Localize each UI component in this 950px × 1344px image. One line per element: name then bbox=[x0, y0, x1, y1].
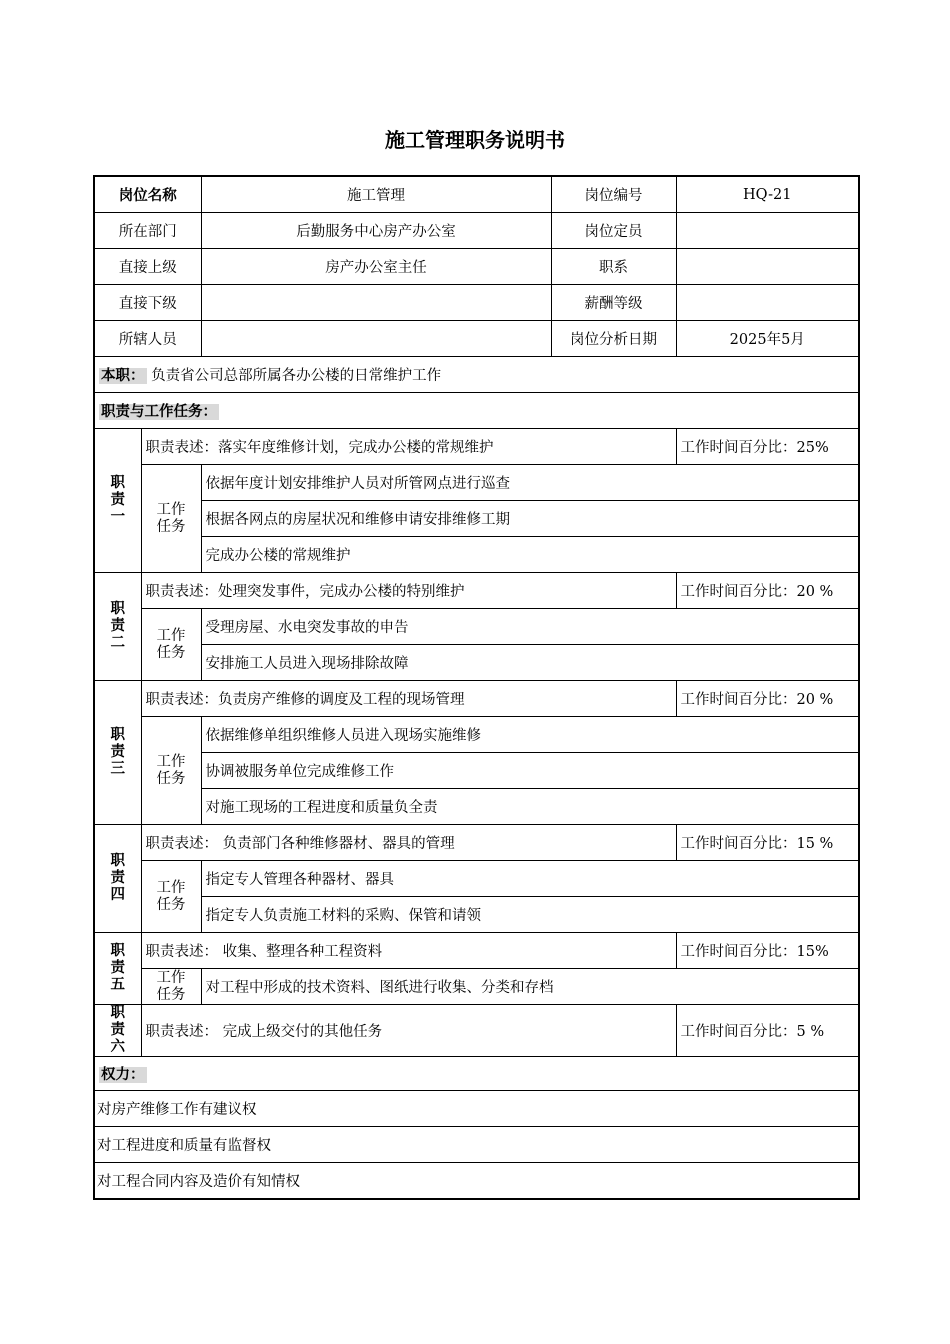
duty-label-char: 责 bbox=[110, 744, 125, 760]
duty-label-char: 三 bbox=[110, 761, 125, 777]
position-name-label: 岗位名称 bbox=[94, 176, 201, 213]
duty-time-percentage: 工作时间百分比：25% bbox=[676, 429, 859, 465]
duty-label bbox=[94, 1005, 141, 1057]
summary-row bbox=[94, 357, 859, 393]
task-item: 指定专人管理各种器材、器具 bbox=[201, 861, 859, 897]
duty-desc-row bbox=[94, 681, 859, 717]
duty-desc-row bbox=[94, 1005, 859, 1057]
task-label-line: 工作 bbox=[156, 969, 186, 986]
task-label bbox=[141, 465, 201, 573]
headcount-value bbox=[676, 213, 859, 249]
position-name-value: 施工管理 bbox=[201, 176, 551, 213]
authority-row bbox=[94, 1127, 859, 1163]
superior-label: 直接上级 bbox=[94, 249, 201, 285]
duty-desc-row bbox=[94, 933, 859, 969]
duty-label-char: 四 bbox=[110, 887, 125, 903]
task-label bbox=[141, 969, 201, 1005]
task-label-line: 工作 bbox=[156, 627, 186, 644]
task-item: 指定专人负责施工材料的采购、保管和请领 bbox=[201, 897, 859, 933]
duties-header-row bbox=[94, 393, 859, 429]
task-item: 受理房屋、水电突发事故的申告 bbox=[201, 609, 859, 645]
authority-item: 对工程合同内容及造价有知情权 bbox=[94, 1163, 859, 1200]
duty-label-char: 职 bbox=[110, 853, 125, 869]
duty-label-char: 责 bbox=[110, 1022, 125, 1038]
duty-label-char: 责 bbox=[110, 618, 125, 634]
authority-row bbox=[94, 1163, 859, 1200]
task-row bbox=[94, 789, 859, 825]
authority-item: 对工程进度和质量有监督权 bbox=[94, 1127, 859, 1163]
subordinate-label: 直接下级 bbox=[94, 285, 201, 321]
authority-header-cell bbox=[94, 1057, 859, 1091]
task-label-line: 任务 bbox=[156, 518, 186, 535]
task-label-line: 工作 bbox=[156, 501, 186, 518]
duty-desc-row bbox=[94, 573, 859, 609]
duty-description: 职责表述：落实年度维修计划，完成办公楼的常规维护 bbox=[141, 429, 676, 465]
duty-label-char: 职 bbox=[110, 475, 125, 491]
duty-label bbox=[94, 681, 141, 825]
task-row bbox=[94, 645, 859, 681]
duty-time-percentage: 工作时间百分比：20 % bbox=[676, 681, 859, 717]
department-value: 后勤服务中心房产办公室 bbox=[201, 213, 551, 249]
duty-label bbox=[94, 573, 141, 681]
summary-text: 负责省公司总部所属各办公楼的日常维护工作 bbox=[151, 368, 442, 384]
duty-label-char: 责 bbox=[110, 870, 125, 886]
task-item: 协调被服务单位完成维修工作 bbox=[201, 753, 859, 789]
duty-time-percentage: 工作时间百分比：20 % bbox=[676, 573, 859, 609]
duty-label-char: 职 bbox=[110, 727, 125, 743]
job-family-value bbox=[676, 249, 859, 285]
task-item: 对工程中形成的技术资料、图纸进行收集、分类和存档 bbox=[201, 969, 859, 1005]
task-label-line: 工作 bbox=[156, 753, 186, 770]
supervised-value bbox=[201, 321, 551, 357]
duty-time-percentage: 工作时间百分比：5 % bbox=[676, 1005, 859, 1057]
task-label-line: 工作 bbox=[156, 879, 186, 896]
task-label-line: 任务 bbox=[156, 986, 186, 1003]
authority-header-row bbox=[94, 1057, 859, 1091]
task-row bbox=[94, 537, 859, 573]
task-row bbox=[94, 501, 859, 537]
duty-label-char: 责 bbox=[110, 492, 125, 508]
duty-description: 职责表述：负责房产维修的调度及工程的现场管理 bbox=[141, 681, 676, 717]
duty-desc-row bbox=[94, 429, 859, 465]
duty-description: 职责表述： 收集、整理各种工程资料 bbox=[141, 933, 676, 969]
duty-time-percentage: 工作时间百分比：15% bbox=[676, 933, 859, 969]
summary-label: 本职： bbox=[101, 368, 145, 384]
task-item: 依据年度计划安排维护人员对所管网点进行巡查 bbox=[201, 465, 859, 501]
task-item: 根据各网点的房屋状况和维修申请安排维修工期 bbox=[201, 501, 859, 537]
analysis-date-label: 岗位分析日期 bbox=[551, 321, 676, 357]
task-row bbox=[94, 753, 859, 789]
duty-label bbox=[94, 825, 141, 933]
department-label: 所在部门 bbox=[94, 213, 201, 249]
superior-value: 房产办公室主任 bbox=[201, 249, 551, 285]
task-label bbox=[141, 717, 201, 825]
duty-label bbox=[94, 429, 141, 573]
supervised-label: 所辖人员 bbox=[94, 321, 201, 357]
duty-label-char: 职 bbox=[110, 601, 125, 617]
page-title: 施工管理职务说明书 bbox=[385, 128, 565, 152]
duty-label bbox=[94, 933, 141, 1005]
duties-header: 职责与工作任务： bbox=[101, 404, 217, 420]
task-item: 依据维修单组织维修人员进入现场实施维修 bbox=[201, 717, 859, 753]
duty-label-char: 职 bbox=[110, 943, 125, 959]
duty-description: 职责表述： 负责部门各种维修器材、器具的管理 bbox=[141, 825, 676, 861]
task-row bbox=[94, 717, 859, 753]
task-row bbox=[94, 465, 859, 501]
duty-label-char: 职 bbox=[110, 1005, 125, 1021]
duty-label-char: 二 bbox=[110, 635, 125, 651]
task-row bbox=[94, 897, 859, 933]
task-label bbox=[141, 861, 201, 933]
duty-description: 职责表述： 完成上级交付的其他任务 bbox=[141, 1005, 676, 1057]
duty-label-char: 责 bbox=[110, 960, 125, 976]
duty-label-char: 五 bbox=[110, 977, 125, 993]
authority-item: 对房产维修工作有建议权 bbox=[94, 1091, 859, 1127]
job-description-table bbox=[93, 175, 860, 1200]
task-row bbox=[94, 861, 859, 897]
authority-header: 权力： bbox=[101, 1067, 145, 1083]
pay-grade-value bbox=[676, 285, 859, 321]
duty-label-char: 六 bbox=[110, 1039, 125, 1055]
task-item: 完成办公楼的常规维护 bbox=[201, 537, 859, 573]
task-row bbox=[94, 609, 859, 645]
position-code-value: HQ-21 bbox=[676, 176, 859, 213]
analysis-date-value: 2025年5月 bbox=[676, 321, 859, 357]
position-code-label: 岗位编号 bbox=[551, 176, 676, 213]
duty-time-percentage: 工作时间百分比：15 % bbox=[676, 825, 859, 861]
task-row bbox=[94, 969, 859, 1005]
authority-row bbox=[94, 1091, 859, 1127]
duty-description: 职责表述：处理突发事件，完成办公楼的特别维护 bbox=[141, 573, 676, 609]
job-family-label: 职系 bbox=[551, 249, 676, 285]
task-label-line: 任务 bbox=[156, 644, 186, 661]
headcount-label: 岗位定员 bbox=[551, 213, 676, 249]
pay-grade-label: 薪酬等级 bbox=[551, 285, 676, 321]
task-label-line: 任务 bbox=[156, 896, 186, 913]
subordinate-value bbox=[201, 285, 551, 321]
task-item: 安排施工人员进入现场排除故障 bbox=[201, 645, 859, 681]
duty-label-char: 一 bbox=[110, 509, 125, 525]
duty-desc-row bbox=[94, 825, 859, 861]
task-label bbox=[141, 609, 201, 681]
task-item: 对施工现场的工程进度和质量负全责 bbox=[201, 789, 859, 825]
task-label-line: 任务 bbox=[156, 770, 186, 787]
